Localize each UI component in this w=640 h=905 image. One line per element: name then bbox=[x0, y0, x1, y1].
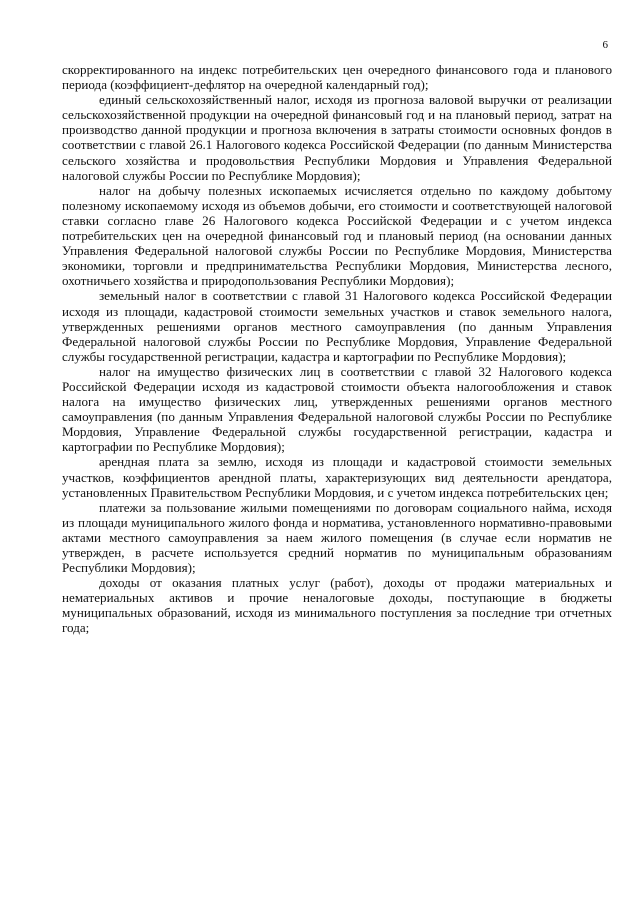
paragraph-agricultural-tax: единый сельскохозяйственный налог, исходя из прогноза валовой выручки от реализации сельскохозяйственной продукции на очередной финансовый год и на плановый период, затрат на производство данной продукции и прогноза включения в затраты стоимости основных фондов в соответствии с главой 26.1 Налогового кодекса Российской Федерации (по данным Министерства сельского хозяйства и продовольствия Республики Мордовия и Управления Федеральной налоговой службы России по Республике Мордовия); bbox=[62, 92, 612, 183]
page-number: 6 bbox=[602, 39, 608, 51]
paragraph-mineral-extraction-tax: налог на добычу полезных ископаемых исчисляется отдельно по каждому добытому полезному ископаемому исходя из объемов добычи, его стоимости и соответствующей налоговой ставки согласно главе 26 Налогового кодекса Российской Федерации и с учетом индекса потребительских цен на очередной финансовый год и плановый период (на основании данных Управления Федеральной налоговой службы России по Республике Мордовия, Министерства экономики, торговли и предпринимательства Республики Мордовия, Министерства лесного, охотничьего хозяйства и природопользования Республики Мордовия); bbox=[62, 182, 612, 289]
paragraph-paid-services-income: доходы от оказания платных услуг (работ), доходы от продажи материальных и нематериальных активов и прочие неналоговые доходы, поступающие в бюджеты муниципальных образований, исходя из минимального поступления за последние три отчетных года; bbox=[62, 575, 612, 636]
paragraph-deflator: скорректированного на индекс потребительских цен очередного финансового года и планового периода (коэффициент-дефлятор на очередной календарный год); bbox=[62, 62, 612, 93]
paragraph-housing-payments: платежи за пользование жилыми помещениями по договорам социального найма, исходя из площади муниципального жилого фонда и норматива, установленного нормативно-правовыми актами местного самоуправления за наем жилого помещения (в случае если норматив не утвержден, в расчете используется средний норматив по муниципальным образованиям Республики Мордовия); bbox=[62, 499, 612, 576]
paragraph-land-rent: арендная плата за землю, исходя из площади и кадастровой стоимости земельных участков, коэффициентов арендной платы, характеризующих вид деятельности арендатора, установленных Правительством Республики Мордовия, и с учетом индекса потребительских цен; bbox=[62, 454, 612, 500]
document-body bbox=[62, 62, 612, 636]
paragraph-property-tax: налог на имущество физических лиц в соответствии с главой 32 Налогового кодекса Российской Федерации исходя из кадастровой стоимости объекта налогообложения и ставок налога на имущество физических лиц, утвержденных решениями органов местного самоуправления (по данным Управления Федеральной налоговой службы России по Республике Мордовия, Управление Федеральной службы государственной регистрации, кадастра и картографии по Республике Мордовия); bbox=[62, 363, 612, 455]
paragraph-land-tax: земельный налог в соответствии с главой 31 Налогового кодекса Российской Федерации исходя из площади, кадастровой стоимости земельных участков и ставок земельного налога, утвержденных решениями органов местного самоуправления (по данным Управления Федеральной налоговой службы России по Республике Мордовия, Управление Федеральной службы государственной регистрации, кадастра и картографии по Республике Мордовия); bbox=[62, 288, 612, 364]
